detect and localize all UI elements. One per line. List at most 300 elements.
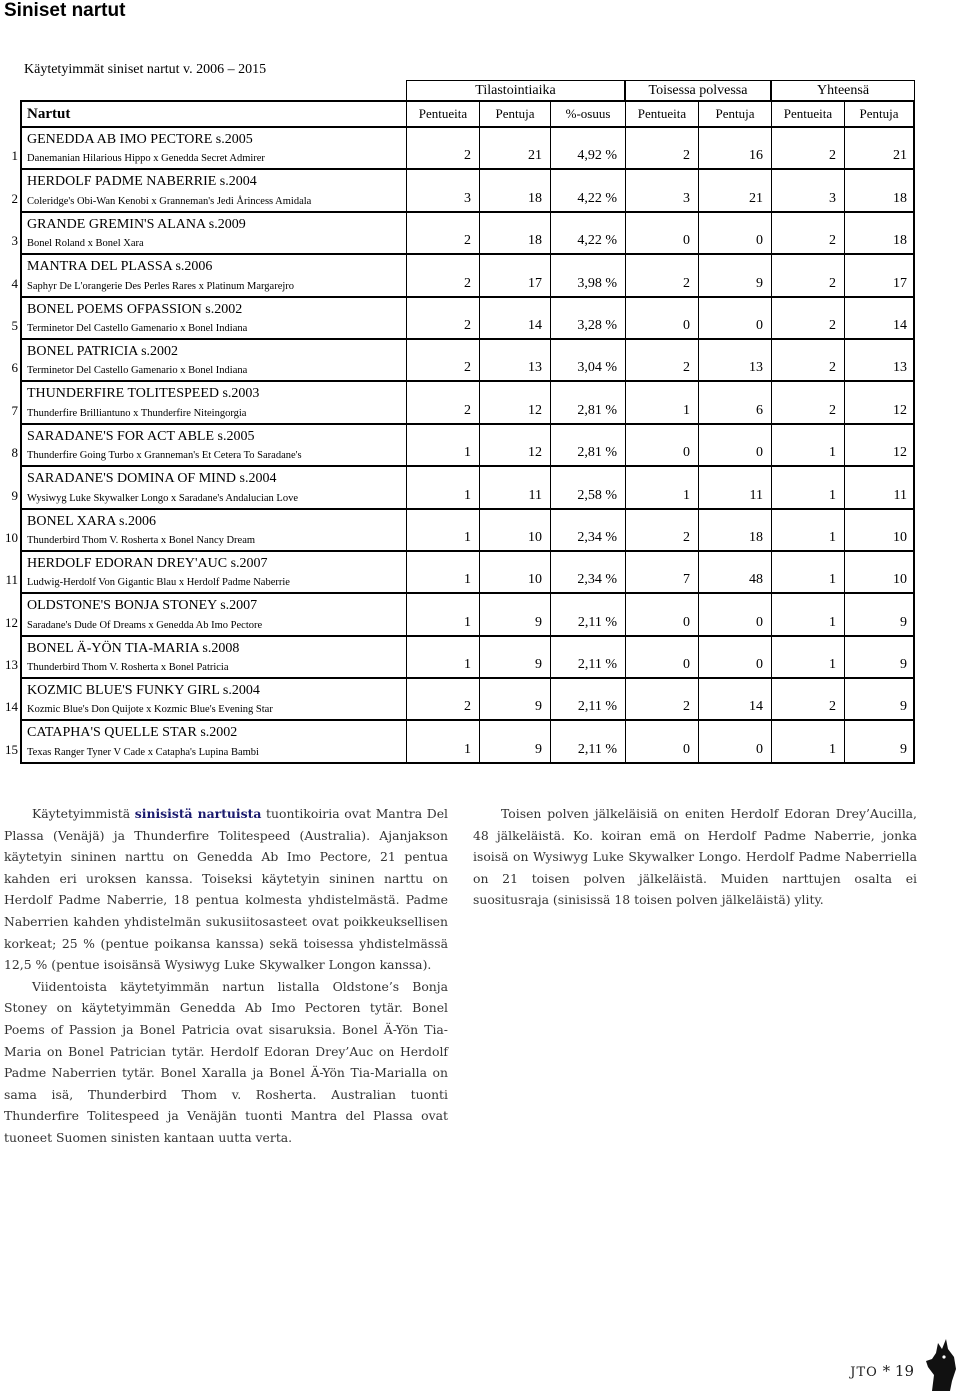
table-cell: 0 <box>756 657 763 673</box>
table-cell: 9 <box>535 741 542 757</box>
column-divider <box>625 679 626 719</box>
table-cell: 1 <box>829 445 836 461</box>
table-row <box>5 721 915 763</box>
dog-cell <box>20 425 406 465</box>
table-cell: 2,81 % <box>577 402 617 418</box>
article-column-right <box>473 803 917 911</box>
table-cell: 1 <box>683 402 690 418</box>
table-cell: 18 <box>749 529 763 545</box>
column-divider <box>698 721 699 761</box>
table-cell: 2,11 % <box>577 741 617 757</box>
page-title: Siniset nartut <box>4 0 126 21</box>
table-cell: 3 <box>464 190 471 206</box>
table-right-border <box>913 679 915 719</box>
table-cell: 14 <box>893 317 907 333</box>
table-cell: 2 <box>829 317 836 333</box>
table-cell: 0 <box>756 614 763 630</box>
column-divider <box>625 552 626 592</box>
table-cell: 2,58 % <box>577 487 617 503</box>
dog-name: MANTRA DEL PLASSA s.2006 <box>27 259 213 275</box>
group-header-toisessa-polvessa: Toisessa polvessa <box>625 80 771 100</box>
group-header-tilastointiaika: Tilastointiaika <box>406 80 625 100</box>
table-right-border <box>913 637 915 677</box>
table-cell: 2 <box>464 402 471 418</box>
column-divider <box>771 425 772 465</box>
dog-parents: Kozmic Blue's Don Quijote x Kozmic Blue's Evening Star <box>27 704 273 716</box>
table-cell: 11 <box>893 487 907 503</box>
column-divider <box>771 170 772 210</box>
table-row <box>11 128 915 170</box>
table-cell: 2,11 % <box>577 614 617 630</box>
column-divider <box>406 637 407 677</box>
table-cell: 2,11 % <box>577 657 617 673</box>
dog-name: BONEL POEMS OFPASSION s.2002 <box>27 301 243 317</box>
table-cell: 2 <box>829 148 836 164</box>
table-cell: 2 <box>683 360 690 376</box>
table-cell: 9 <box>535 614 542 630</box>
table-cell: 1 <box>464 487 471 503</box>
column-divider <box>479 467 480 507</box>
dog-cell <box>20 467 406 507</box>
dog-name: BONEL PATRICIA s.2002 <box>27 343 179 359</box>
column-divider <box>625 510 626 550</box>
column-divider <box>625 255 626 295</box>
dog-parents: Terminetor Del Castello Gamenario x Bonel Indiana <box>27 365 248 377</box>
table-cell: 9 <box>535 699 542 715</box>
column-divider <box>406 382 407 422</box>
column-divider <box>625 637 626 677</box>
column-divider <box>771 467 772 507</box>
dog-name: GRANDE GREMIN'S ALANA s.2009 <box>27 216 246 232</box>
table-cell: 16 <box>749 148 763 164</box>
table-right-border <box>913 340 915 380</box>
table-right-border <box>913 552 915 592</box>
dog-name: CATAPHA'S QUELLE STAR s.2002 <box>27 725 238 741</box>
column-divider <box>406 721 407 761</box>
dog-cell <box>20 510 406 550</box>
column-divider <box>550 382 551 422</box>
table-cell: 2 <box>683 275 690 291</box>
column-divider <box>406 255 407 295</box>
rank-number: 6 <box>11 360 18 376</box>
table-cell: 3,98 % <box>577 275 617 291</box>
column-divider <box>406 552 407 592</box>
column-divider <box>698 340 699 380</box>
table-cell: 0 <box>683 657 690 673</box>
table-right-border <box>913 255 915 295</box>
column-header-nartut: Nartut <box>20 102 406 126</box>
column-header-pentuja: Pentuja <box>479 102 550 126</box>
table-cell: 21 <box>749 190 763 206</box>
table-cell: 48 <box>749 572 763 588</box>
table-cell: 4,22 % <box>577 190 617 206</box>
column-divider <box>406 298 407 338</box>
column-divider <box>625 128 626 168</box>
table-cell: 9 <box>900 699 907 715</box>
rank-number: 1 <box>11 148 18 164</box>
table-right-border <box>913 467 915 507</box>
dog-cell <box>20 552 406 592</box>
column-divider <box>550 721 551 761</box>
column-divider <box>844 679 845 719</box>
table-row <box>5 637 915 679</box>
table-row <box>11 255 915 297</box>
column-divider <box>479 213 480 253</box>
rank-number: 13 <box>5 657 18 673</box>
table-cell: 11 <box>528 487 542 503</box>
table-cell: 7 <box>683 572 690 588</box>
dog-parents: Thunderbird Thom V. Rosherta x Bonel Nancy Dream <box>27 534 256 546</box>
table-cell: 3 <box>683 190 690 206</box>
table-cell: 2 <box>464 148 471 164</box>
table-cell: 12 <box>893 445 907 461</box>
rank-number: 10 <box>5 529 18 545</box>
rank-number: 3 <box>11 233 18 249</box>
dog-cell <box>20 255 406 295</box>
column-divider <box>406 128 407 168</box>
page-footer <box>850 1362 914 1380</box>
table-cell: 2 <box>829 275 836 291</box>
table-row <box>11 298 915 340</box>
dog-name: GENEDDA AB IMO PECTORE s.2005 <box>27 132 253 147</box>
column-divider <box>479 721 480 761</box>
dog-parents: Terminetor Del Castello Gamenario x Bonel Indiana <box>27 322 248 334</box>
column-divider <box>698 637 699 677</box>
column-divider <box>771 510 772 550</box>
table-cell: 2,81 % <box>577 445 617 461</box>
column-divider <box>698 425 699 465</box>
column-divider <box>550 340 551 380</box>
table-cell: 10 <box>528 529 542 545</box>
table-cell: 2 <box>464 699 471 715</box>
column-divider <box>771 255 772 295</box>
dog-parents: Bonel Roland x Bonel Xara <box>27 238 144 250</box>
column-divider <box>479 340 480 380</box>
column-divider <box>406 594 407 634</box>
dog-parents: Thunderbird Thom V. Rosherta x Bonel Patricia <box>27 662 229 674</box>
table-cell: 13 <box>893 360 907 376</box>
dog-parents: Saphyr De L'orangerie Des Perles Rares x Platinum Margarejro <box>27 280 295 292</box>
footer-brand: JTO <box>850 1365 878 1380</box>
table-cell: 2 <box>464 360 471 376</box>
table-cell: 12 <box>528 445 542 461</box>
table-cell: 1 <box>464 741 471 757</box>
column-divider <box>406 170 407 210</box>
dog-name: SARADANE'S FOR ACT ABLE s.2005 <box>27 428 255 444</box>
column-divider <box>550 298 551 338</box>
table-cell: 1 <box>464 657 471 673</box>
column-divider <box>844 128 845 168</box>
group-header-yhteensa: Yhteensä <box>771 80 915 100</box>
dog-parents: Danemanian Hilarious Hippo x Genedda Secret Admirer <box>27 153 265 165</box>
table-cell: 3 <box>829 190 836 206</box>
dog-name: HERDOLF EDORAN DREY'AUC s.2007 <box>27 555 268 571</box>
column-divider <box>844 552 845 592</box>
rank-number: 12 <box>5 614 18 630</box>
table-group-header-row <box>20 80 915 100</box>
column-divider <box>771 298 772 338</box>
table-cell: 0 <box>756 233 763 249</box>
table-cell: 1 <box>683 487 690 503</box>
dog-cell <box>20 382 406 422</box>
column-divider <box>479 298 480 338</box>
table-cell: 0 <box>756 445 763 461</box>
column-divider <box>698 382 699 422</box>
column-divider <box>698 170 699 210</box>
table-cell: 13 <box>749 360 763 376</box>
dog-parents: Thunderfire Going Turbo x Granneman's Et Cetera To Saradane's <box>27 450 302 462</box>
rank-number: 4 <box>11 275 18 291</box>
dog-name: BONEL Ä-YÖN TIA-MARIA s.2008 <box>27 640 240 656</box>
column-divider <box>844 637 845 677</box>
dog-cell <box>20 679 406 719</box>
table-cell: 9 <box>900 657 907 673</box>
column-divider <box>844 467 845 507</box>
table-cell: 0 <box>683 317 690 333</box>
column-divider <box>479 425 480 465</box>
paragraph-text: tuontikoiria ovat Mantra Del Plassa (Venäjä) ja Thunderfire Tolitespeed (Australia). Ajanjakson käytetyin sininen narttu on Genedda Ab Imo Pectore, 21 pentua kahden eri uroksen kanssa. Toiseksi käytetyin sininen narttu on Herdolf Padme Naberrie, 18 pentua kolmesta yhdistelmästä. Padme Naberrien kahden yhdistelmän sukusiitosasteet ovat poikkeuksellisen korkeat; 25 % (pentue poikansa kanssa) sekä toisessa yhdistelmässä 12,5 % (pentue isoisänsä Wysiwyg Luke Skywalker Longon kanssa). <box>4 806 448 973</box>
column-divider <box>698 298 699 338</box>
table-row <box>11 382 915 424</box>
article-paragraph: Viidentoista käytetyimmän nartun listalla Oldstone’s Bonja Stoney on käytetyimmän Genedda Ab Imo Pectoren tytär. Bonel Poems of Passion ja Bonel Patricia ovat sisaruksia. Bonel Ä-Yön Tia-Maria on Bonel Patrician tytär. Herdolf Edoran Drey’Auc on Herdolf Padme Naberrien tytär. Bonel Xaralla ja Bonel Ä-Yön Tia-Marialla on sama isä, Thunderbird Thom v. Rosherta. Australian tuonti Thunderfire Tolitespeed ja Venäjän tuonti Mantra del Plassa ovat tuoneet Suomen sinisten kantaan uutta verta. <box>4 978 448 1145</box>
table-right-border <box>913 510 915 550</box>
table-cell: 2,11 % <box>577 699 617 715</box>
column-divider <box>771 213 772 253</box>
table-cell: 2 <box>464 233 471 249</box>
column-divider <box>625 213 626 253</box>
column-divider <box>844 255 845 295</box>
table-cell: 2,34 % <box>577 529 617 545</box>
dog-cell <box>20 637 406 677</box>
table-cell: 1 <box>829 657 836 673</box>
table-cell: 10 <box>893 529 907 545</box>
table-cell: 2 <box>829 233 836 249</box>
rank-number: 14 <box>5 699 18 715</box>
dog-cell <box>20 128 406 168</box>
dog-name: BONEL XARA s.2006 <box>27 513 156 529</box>
table-cell: 0 <box>683 741 690 757</box>
table-cell: 3,04 % <box>577 360 617 376</box>
column-divider <box>771 340 772 380</box>
table-row <box>11 213 915 255</box>
column-divider <box>550 510 551 550</box>
table-right-border <box>913 213 915 253</box>
table-cell: 0 <box>683 233 690 249</box>
table-cell: 1 <box>464 529 471 545</box>
article-paragraph <box>4 803 448 976</box>
dog-name: OLDSTONE'S BONJA STONEY s.2007 <box>27 598 258 614</box>
dog-parents: Saradane's Dude Of Dreams x Genedda Ab Imo Pectore <box>27 619 263 631</box>
table-cell: 12 <box>893 402 907 418</box>
column-divider <box>625 298 626 338</box>
column-divider <box>625 594 626 634</box>
column-divider <box>844 170 845 210</box>
dog-name: SARADANE'S DOMINA OF MIND s.2004 <box>27 471 277 487</box>
table-cell: 10 <box>528 572 542 588</box>
table-row <box>11 340 915 382</box>
footer-star: * <box>882 1362 891 1380</box>
column-divider <box>550 679 551 719</box>
dog-parents: Coleridge's Obi-Wan Kenobi x Granneman's Jedi Årincess Amidala <box>27 195 312 207</box>
column-divider <box>406 425 407 465</box>
column-divider <box>844 721 845 761</box>
table-cell: 2 <box>464 275 471 291</box>
table-row <box>11 425 915 467</box>
column-divider <box>771 679 772 719</box>
column-divider <box>406 213 407 253</box>
table-cell: 1 <box>829 614 836 630</box>
table-cell: 9 <box>900 614 907 630</box>
article-paragraph: Toisen polven jälkeläisiä on eniten Herdolf Edoran Drey’Aucilla, 48 jälkeläistä. Ko. koiran emä on Herdolf Padme Naberrie, jonka isoisä on Wysiwyg Luke Skywalker Longo. Herdolf Padme Naberriella on 21 toisen polven jälkeläistä. Muiden narttujen osalta ei suositusraja (sinisissä 18 toisen polven jälkeläistä) ylity. <box>473 806 917 908</box>
column-divider <box>550 255 551 295</box>
rank-number: 5 <box>11 317 18 333</box>
table-cell: 2 <box>829 699 836 715</box>
table-column-header-row <box>20 100 915 128</box>
dog-parents: Thunderfire Brilliantuno x Thunderfire Niteingorgia <box>27 407 247 419</box>
column-divider <box>406 510 407 550</box>
column-divider <box>479 594 480 634</box>
table-cell: 4,92 % <box>577 148 617 164</box>
table-cell: 1 <box>829 487 836 503</box>
table-cell: 14 <box>528 317 542 333</box>
table-cell: 1 <box>464 572 471 588</box>
column-divider <box>698 594 699 634</box>
column-divider <box>550 594 551 634</box>
column-divider <box>625 425 626 465</box>
column-divider <box>550 552 551 592</box>
column-divider <box>844 510 845 550</box>
column-divider <box>625 721 626 761</box>
column-divider <box>625 170 626 210</box>
dog-cell <box>20 340 406 380</box>
table-cell: 9 <box>756 275 763 291</box>
column-header-pentuja-3: Pentuja <box>844 102 915 126</box>
dog-cell <box>20 298 406 338</box>
dog-cell <box>20 594 406 634</box>
table-cell: 17 <box>528 275 542 291</box>
rank-number: 7 <box>11 402 18 418</box>
table-cell: 1 <box>829 572 836 588</box>
table-caption: Käytetyimmät siniset nartut v. 2006 – 2015 <box>24 62 267 77</box>
column-divider <box>479 382 480 422</box>
paragraph-text: Käytetyimmistä <box>32 806 135 821</box>
column-divider <box>550 213 551 253</box>
table-right-border <box>913 170 915 210</box>
column-divider <box>698 552 699 592</box>
column-divider <box>550 170 551 210</box>
column-divider <box>844 382 845 422</box>
rank-number: 2 <box>11 190 18 206</box>
column-divider <box>844 213 845 253</box>
table-cell: 2 <box>829 402 836 418</box>
column-divider <box>844 425 845 465</box>
table-cell: 17 <box>893 275 907 291</box>
column-header-pentuja-2: Pentuja <box>698 102 771 126</box>
column-divider <box>479 552 480 592</box>
table-right-border <box>913 382 915 422</box>
table-cell: 0 <box>683 445 690 461</box>
table-cell: 4,22 % <box>577 233 617 249</box>
table-body <box>5 128 915 764</box>
column-divider <box>625 382 626 422</box>
rank-number: 15 <box>5 741 18 757</box>
dog-parents: Texas Ranger Tyner V Cade x Catapha's Lupina Bambi <box>27 746 259 758</box>
column-divider <box>550 128 551 168</box>
table-cell: 10 <box>893 572 907 588</box>
table-cell: 2 <box>683 529 690 545</box>
dog-name: KOZMIC BLUE'S FUNKY GIRL s.2004 <box>27 683 260 699</box>
table-cell: 13 <box>528 360 542 376</box>
highlight-text: sinisistä nartuista <box>134 806 262 821</box>
dog-name: HERDOLF PADME NABERRIE s.2004 <box>27 174 257 190</box>
column-header-pentueita-2: Pentueita <box>625 102 698 126</box>
column-divider <box>698 467 699 507</box>
column-divider <box>550 637 551 677</box>
column-divider <box>698 213 699 253</box>
rank-number: 11 <box>5 572 18 588</box>
table-right-border <box>913 298 915 338</box>
table-cell: 0 <box>756 741 763 757</box>
column-divider <box>550 467 551 507</box>
column-divider <box>625 467 626 507</box>
table-cell: 18 <box>893 233 907 249</box>
table-row <box>5 594 915 636</box>
table-row <box>11 170 915 212</box>
table-right-border <box>913 721 915 761</box>
dog-cell <box>20 721 406 761</box>
table-cell: 21 <box>528 148 542 164</box>
page-number: 19 <box>894 1362 914 1380</box>
column-divider <box>625 340 626 380</box>
dog-parents: Ludwig-Herdolf Von Gigantic Blau x Herdolf Padme Naberrie <box>27 577 290 589</box>
column-divider <box>406 679 407 719</box>
table-row <box>5 679 915 721</box>
table-cell: 1 <box>464 445 471 461</box>
dog-cell <box>20 213 406 253</box>
column-header-osuus: %-osuus <box>550 102 625 126</box>
table-cell: 18 <box>893 190 907 206</box>
table-cell: 2 <box>464 317 471 333</box>
column-divider <box>479 510 480 550</box>
table-cell: 2,34 % <box>577 572 617 588</box>
table-cell: 2 <box>683 699 690 715</box>
article-column-left <box>4 803 448 1149</box>
table-right-border <box>913 594 915 634</box>
column-divider <box>550 425 551 465</box>
table-cell: 1 <box>829 741 836 757</box>
table-cell: 2 <box>829 360 836 376</box>
statistics-table <box>5 80 915 764</box>
table-row <box>5 552 915 594</box>
table-cell: 18 <box>528 233 542 249</box>
table-cell: 1 <box>829 529 836 545</box>
dog-parents: Wysiwyg Luke Skywalker Longo x Saradane's Andalucian Love <box>27 492 298 504</box>
column-divider <box>844 340 845 380</box>
column-divider <box>698 128 699 168</box>
table-right-border <box>913 425 915 465</box>
table-cell: 9 <box>900 741 907 757</box>
table-cell: 12 <box>528 402 542 418</box>
table-row <box>5 510 915 552</box>
table-cell: 18 <box>528 190 542 206</box>
table-cell: 9 <box>535 657 542 673</box>
table-cell: 14 <box>749 699 763 715</box>
table-row <box>11 467 915 509</box>
table-cell: 0 <box>756 317 763 333</box>
column-divider <box>479 255 480 295</box>
column-divider <box>698 255 699 295</box>
table-cell: 11 <box>749 487 763 503</box>
